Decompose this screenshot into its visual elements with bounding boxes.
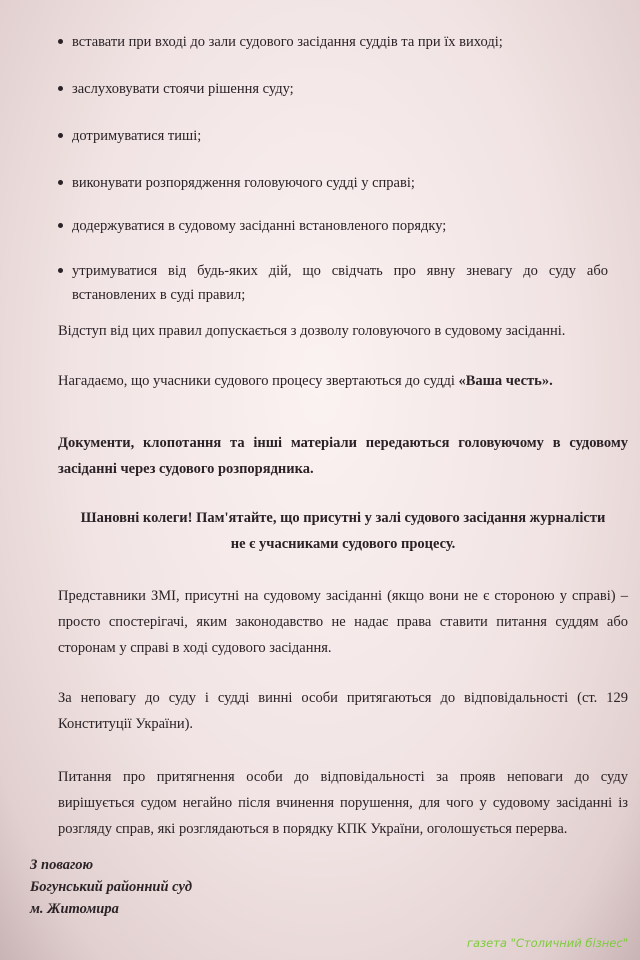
newspaper-watermark: газета "Столичний бізнес" <box>466 936 628 950</box>
colleagues-line-1: Шановні колеги! Пам'ятайте, що присутні у залі судового засідання журналісти <box>80 510 606 526</box>
list-item <box>58 171 598 195</box>
liability-paragraph: Питання про притягнення особи до відповідальності за прояв неповаги до суду вирішується судом негайно після вчинення порушення, для чого у судовому засіданні із розгляду справ, які розглядаються в порядку КПК України, оголошується перерва. <box>58 769 628 837</box>
colleagues-line-2: не є учасниками судового процесу. <box>230 536 456 552</box>
signature-block <box>30 854 192 920</box>
list-item-text: додержуватися в судовому засіданні встановленого порядку; <box>72 218 447 234</box>
list-item-text: заслуховувати стоячи рішення суду; <box>72 81 294 97</box>
colleagues-notice <box>58 505 628 557</box>
list-item <box>58 259 608 307</box>
signature-city: м. Житомира <box>30 901 119 917</box>
list-item-text: дотримуватися тиші; <box>72 128 202 144</box>
list-item <box>58 214 598 238</box>
honor-text: Нагадаємо, що учасники судового процесу звертаються до судді <box>58 373 459 389</box>
bullet-icon <box>58 268 63 273</box>
list-item <box>58 30 598 54</box>
bullet-icon <box>58 180 63 185</box>
list-item-text: вставати при вході до зали судового засідання суддів та при їх виході; <box>72 34 503 50</box>
list-item-text: виконувати розпорядження головуючого судді у справі; <box>72 175 415 191</box>
signature-court: Богунський районний суд <box>30 879 193 895</box>
list-item <box>58 124 598 148</box>
bullet-icon <box>58 39 63 44</box>
honor-address: «Ваша честь». <box>458 373 553 389</box>
deviation-paragraph: Відступ від цих правил допускається з дозволу головуючого в судовому засіданні. <box>58 323 566 339</box>
signature-greeting: З повагою <box>30 857 94 873</box>
disrespect-paragraph: За неповагу до суду і судді винні особи притягаються до відповідальності (ст. 129 Конституції України). <box>58 690 628 732</box>
documents-paragraph: Документи, клопотання та інші матеріали передаються головуючому в судовому засіданні через судового розпорядника. <box>58 435 628 477</box>
list-item-text: утримуватися від будь-яких дій, що свідчать про явну зневагу до суду або встановлених в суді правил; <box>72 263 608 303</box>
media-paragraph: Представники ЗМІ, присутні на судовому засіданні (якщо вони не є стороною у справі) – просто спостерігачі, яким законодавство не надає права ставити питання суддям або сторонам у справі в ході судового засідання. <box>58 588 628 656</box>
bullet-icon <box>58 86 63 91</box>
bullet-icon <box>58 223 63 228</box>
honor-paragraph <box>58 368 628 394</box>
bullet-icon <box>58 133 63 138</box>
list-item <box>58 77 598 101</box>
